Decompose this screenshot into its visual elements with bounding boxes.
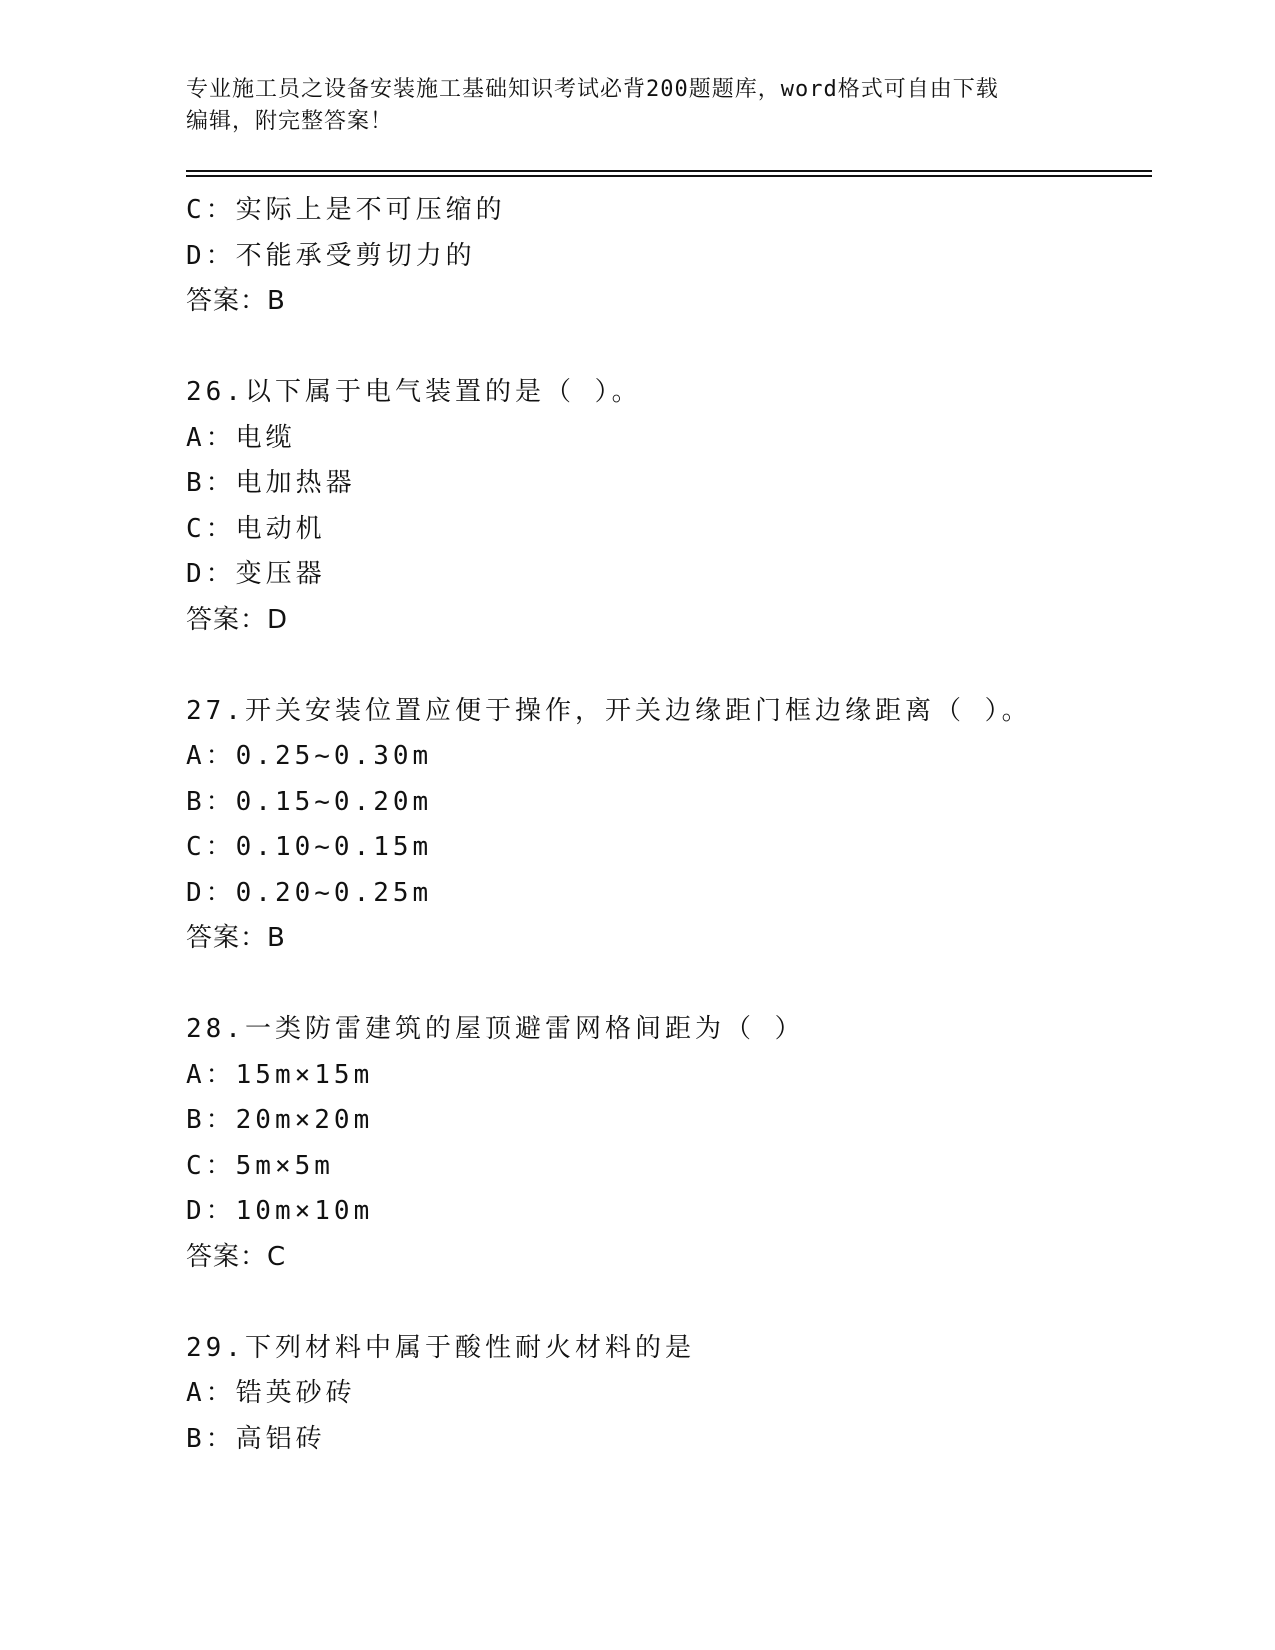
option-b: B：0.15~0.20m xyxy=(186,786,433,817)
option-c: C：0.10~0.15m xyxy=(186,832,433,862)
option-a: A：15m×15m xyxy=(186,1059,374,1090)
option-c: C：5m×5m xyxy=(186,1150,334,1181)
question-stem: 27.开关安装位置应便于操作，开关边缘距门框边缘距离（ ）。 xyxy=(186,695,1032,726)
question-stem: 28.一类防雷建筑的屋顶避雷网格间距为（ ） xyxy=(186,1014,805,1044)
answer: 答案：C xyxy=(186,1241,287,1272)
option-a: A：锆英砂砖 xyxy=(186,1378,356,1408)
option-d: D：不能承受剪切力的 xyxy=(186,240,476,271)
question-stem: 29.下列材料中属于酸性耐火材料的是 xyxy=(186,1332,695,1363)
option-a: A：0.25~0.30m xyxy=(186,741,433,771)
header-rule-bottom xyxy=(186,175,1152,177)
question-27 xyxy=(186,689,1146,962)
option-d: D：变压器 xyxy=(186,559,326,589)
document-header xyxy=(186,74,1066,138)
option-b: B：高铝砖 xyxy=(186,1423,326,1454)
answer: 答案：D xyxy=(186,604,289,635)
option-d: D：10m×10m xyxy=(186,1196,374,1226)
question-26 xyxy=(186,370,1146,643)
answer: 答案：B xyxy=(186,286,286,316)
question-stem: 26.以下属于电气装置的是（ ）。 xyxy=(186,377,642,407)
header-line-2: 编辑，附完整答案！ xyxy=(186,109,394,134)
option-d: D：0.20~0.25m xyxy=(186,877,433,908)
question-28 xyxy=(186,1007,1146,1280)
header-line-1: 专业施工员之设备安装施工基础知识考试必背200题题库，word格式可自由下载 xyxy=(186,77,999,102)
question-25 xyxy=(186,188,1146,325)
question-29 xyxy=(186,1326,1146,1463)
option-a: A：电缆 xyxy=(186,422,296,453)
question-list xyxy=(186,188,1146,1462)
option-b: B：电加热器 xyxy=(186,468,356,498)
answer: 答案：B xyxy=(186,923,286,953)
option-c: C：实际上是不可压缩的 xyxy=(186,195,506,225)
option-c: C：电动机 xyxy=(186,513,326,544)
header-rule-top xyxy=(186,170,1152,172)
option-b: B：20m×20m xyxy=(186,1105,374,1135)
